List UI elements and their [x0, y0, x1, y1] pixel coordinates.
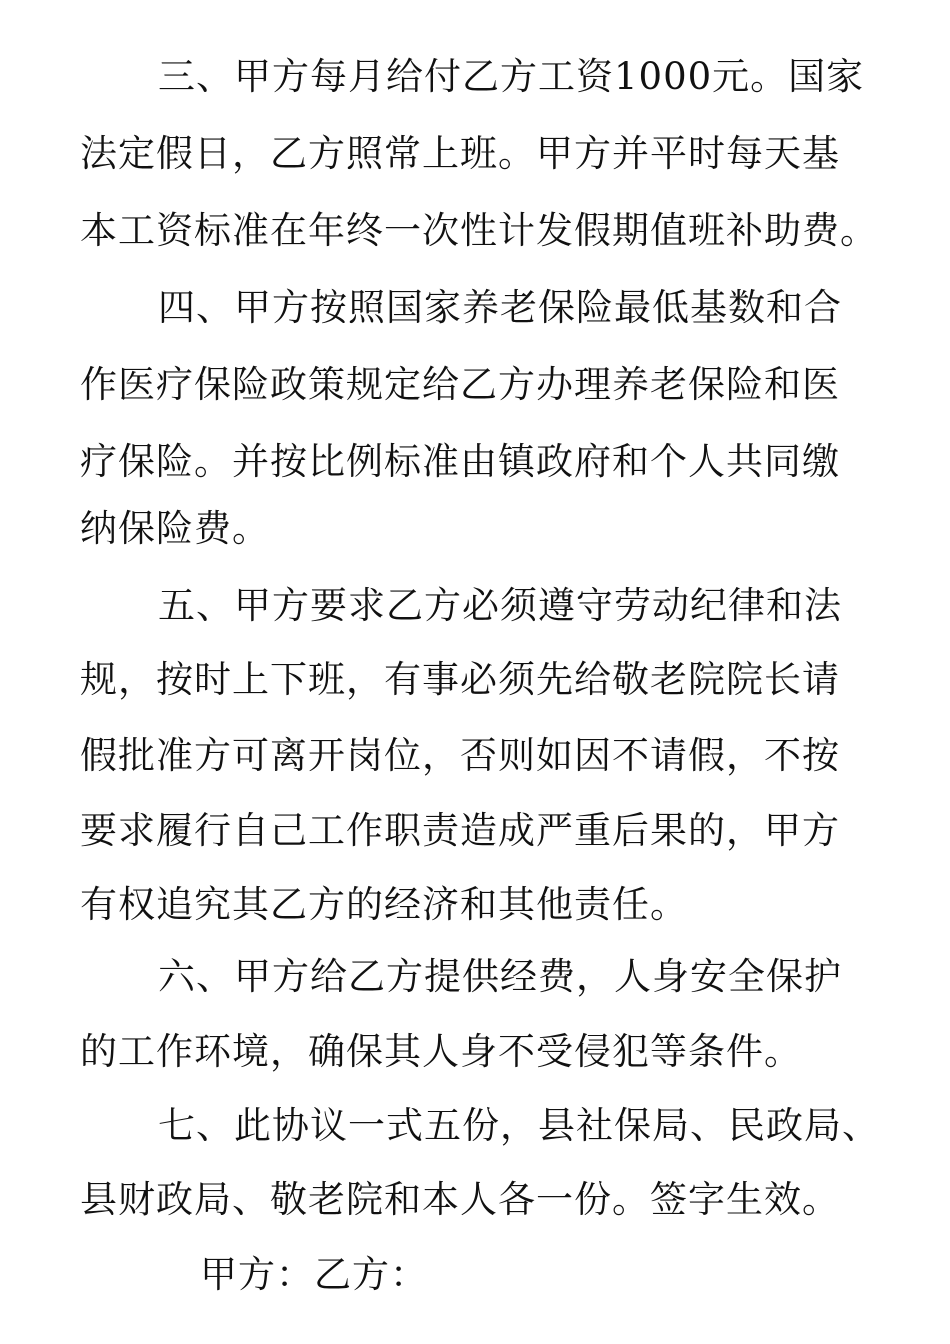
clause-7-line-1: 七、此协议一式五份，县社保局、民政局、 [158, 1104, 880, 1147]
clause-3-line-1: 三、甲方每月给付乙方工资1000元。国家 [158, 55, 865, 98]
clause-4-line-4: 纳保险费。 [80, 507, 270, 550]
clause-5-line-5: 有权追究其乙方的经济和其他责任。 [80, 883, 688, 926]
clause-5-line-2: 规，按时上下班，有事必须先给敬老院院长请 [80, 658, 840, 701]
signature-line: 甲方：乙方： [200, 1253, 428, 1296]
clause-7-line-2: 县财政局、敬老院和本人各一份。签字生效。 [80, 1178, 840, 1221]
clause-5-line-4: 要求履行自己工作职责造成严重后果的，甲方 [80, 809, 840, 852]
clause-4-line-3: 疗保险。并按比例标准由镇政府和个人共同缴 [80, 440, 840, 483]
clause-3-line-2: 法定假日，乙方照常上班。甲方并平时每天基 [80, 132, 840, 175]
clause-4-line-1: 四、甲方按照国家养老保险最低基数和合 [158, 286, 842, 329]
clause-4-line-2: 作医疗保险政策规定给乙方办理养老保险和医 [80, 363, 840, 406]
clause-3-line-3: 本工资标准在年终一次性计发假期值班补助费。 [80, 209, 878, 252]
clause-5-line-1: 五、甲方要求乙方必须遵守劳动纪律和法 [158, 584, 842, 627]
clause-5-line-3: 假批准方可离开岗位，否则如因不请假，不按 [80, 734, 840, 777]
clause-6-line-1: 六、甲方给乙方提供经费，人身安全保护 [158, 955, 842, 998]
clause-6-line-2: 的工作环境，确保其人身不受侵犯等条件。 [80, 1030, 802, 1073]
